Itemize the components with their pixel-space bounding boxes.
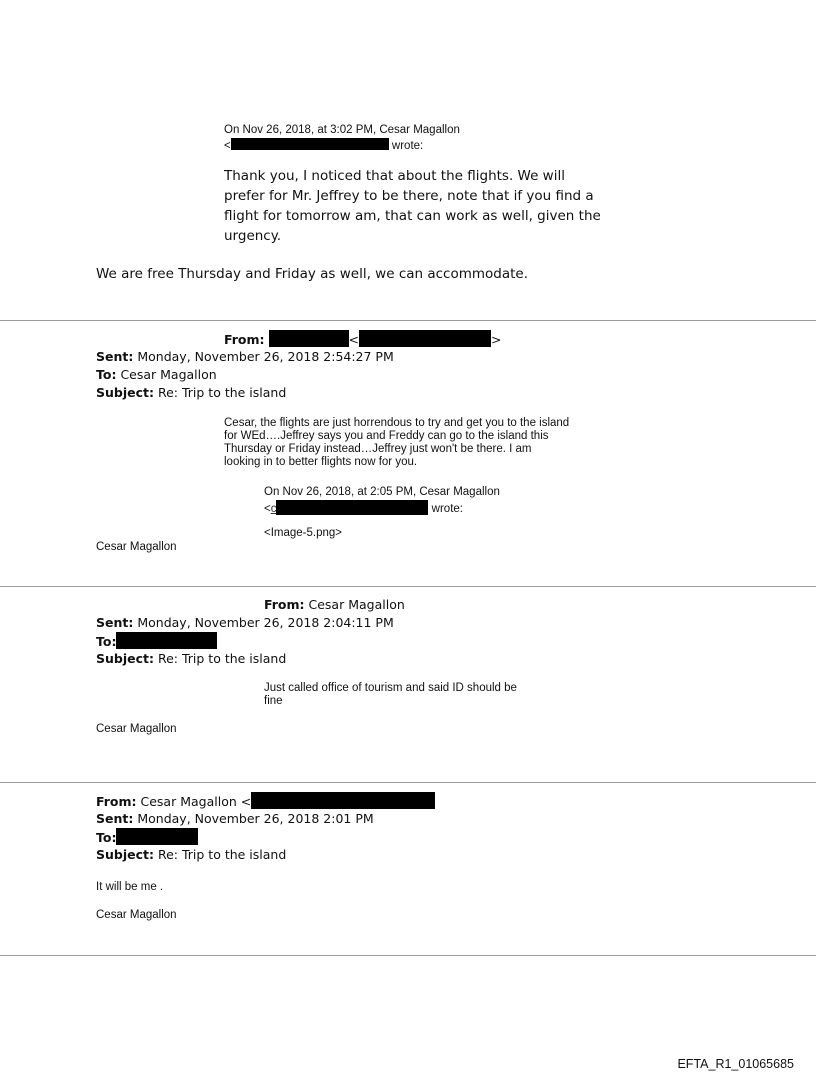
redaction-block [359,330,491,347]
email3-from-line [96,792,435,811]
email2-signature: Cesar Magallon [96,723,177,735]
email2-body [264,682,517,708]
quoted-message-body [224,166,601,246]
sent-label: Sent: [96,811,134,826]
redaction-block [269,330,349,347]
body-line: fine [264,695,283,707]
separator-rule [0,320,816,321]
nested-quote-wrote: wrote: [431,503,463,515]
body-line: flight for tomorrow am, that can work as well, given the [224,208,601,224]
availability-line: We are free Thursday and Friday as well, we can accommodate. [96,266,529,282]
email1-body [224,417,569,469]
quote-header-line2 [224,138,423,153]
sent-label: Sent: [96,349,134,364]
nested-quote-header-line2 [264,500,463,516]
separator-rule [0,955,816,956]
to-label: To: [96,830,117,845]
to-value: Cesar Magallon [120,367,217,382]
body-line: for WEd….Jeffrey says you and Freddy can go to the island this [224,430,549,442]
email2-sent-line [96,614,394,632]
from-value: Cesar Magallon [308,597,405,612]
sent-label: Sent: [96,615,134,630]
email2-subject-line [96,650,286,668]
email3-subject-line [96,846,286,864]
from-value: Cesar Magallon < [140,794,252,809]
redaction-block [116,828,198,845]
email3-body: It will be me . [96,881,164,893]
from-label: From: [96,794,137,809]
redaction-block [116,632,217,649]
separator-rule [0,782,816,783]
email1-signature: Cesar Magallon [96,541,177,553]
sent-value: Monday, November 26, 2018 2:54:27 PM [137,349,394,364]
quote-wrote: wrote: [391,140,424,152]
body-line: prefer for Mr. Jeffrey to be there, note that if you find a [224,188,594,204]
sent-value: Monday, November 26, 2018 2:01 PM [137,811,374,826]
email-link[interactable]: c [270,503,277,515]
attachment-name[interactable]: <Image-5.png> [264,527,343,539]
email2-from-line [264,596,405,614]
quote-header-line1: On Nov 26, 2018, at 3:02 PM, Cesar Magallon [224,124,460,136]
body-line: Thank you, I noticed that about the flights. We will [224,168,565,184]
email3-to-line [96,828,198,847]
from-label: From: [224,332,265,347]
subject-value: Re: Trip to the island [157,651,287,666]
email1-from-line [224,330,501,349]
separator-rule [0,586,816,587]
to-label: To: [96,367,117,382]
sent-value: Monday, November 26, 2018 2:04:11 PM [137,615,394,630]
from-gt: > [490,332,502,347]
email1-sent-line [96,348,394,366]
redaction-block [276,500,428,515]
body-line: looking in to better flights now for you. [224,456,418,468]
body-line: Just called office of tourism and said ID should be [264,682,517,694]
to-label: To: [96,634,117,649]
email2-to-line [96,632,217,651]
email3-sent-line [96,810,374,828]
subject-label: Subject: [96,847,154,862]
subject-value: Re: Trip to the island [157,847,287,862]
body-line: Thursday or Friday instead…Jeffrey just won't be there. I am [224,443,532,455]
document-id: EFTA_R1_01065685 [677,1057,794,1071]
from-lt: < [348,332,359,347]
email3-signature: Cesar Magallon [96,909,177,921]
email1-subject-line [96,384,286,402]
nested-quote-lt: < [264,503,271,515]
nested-quote-header-line1: On Nov 26, 2018, at 2:05 PM, Cesar Magallon [264,486,500,498]
email1-to-line [96,366,217,384]
body-line: urgency. [224,228,282,244]
subject-label: Subject: [96,385,154,400]
subject-label: Subject: [96,651,154,666]
from-label: From: [264,597,305,612]
body-line: Cesar, the flights are just horrendous to try and get you to the island [224,417,570,429]
redaction-block [251,792,435,809]
redaction-block [231,138,389,150]
subject-value: Re: Trip to the island [157,385,287,400]
quote-lt: < [224,140,231,152]
